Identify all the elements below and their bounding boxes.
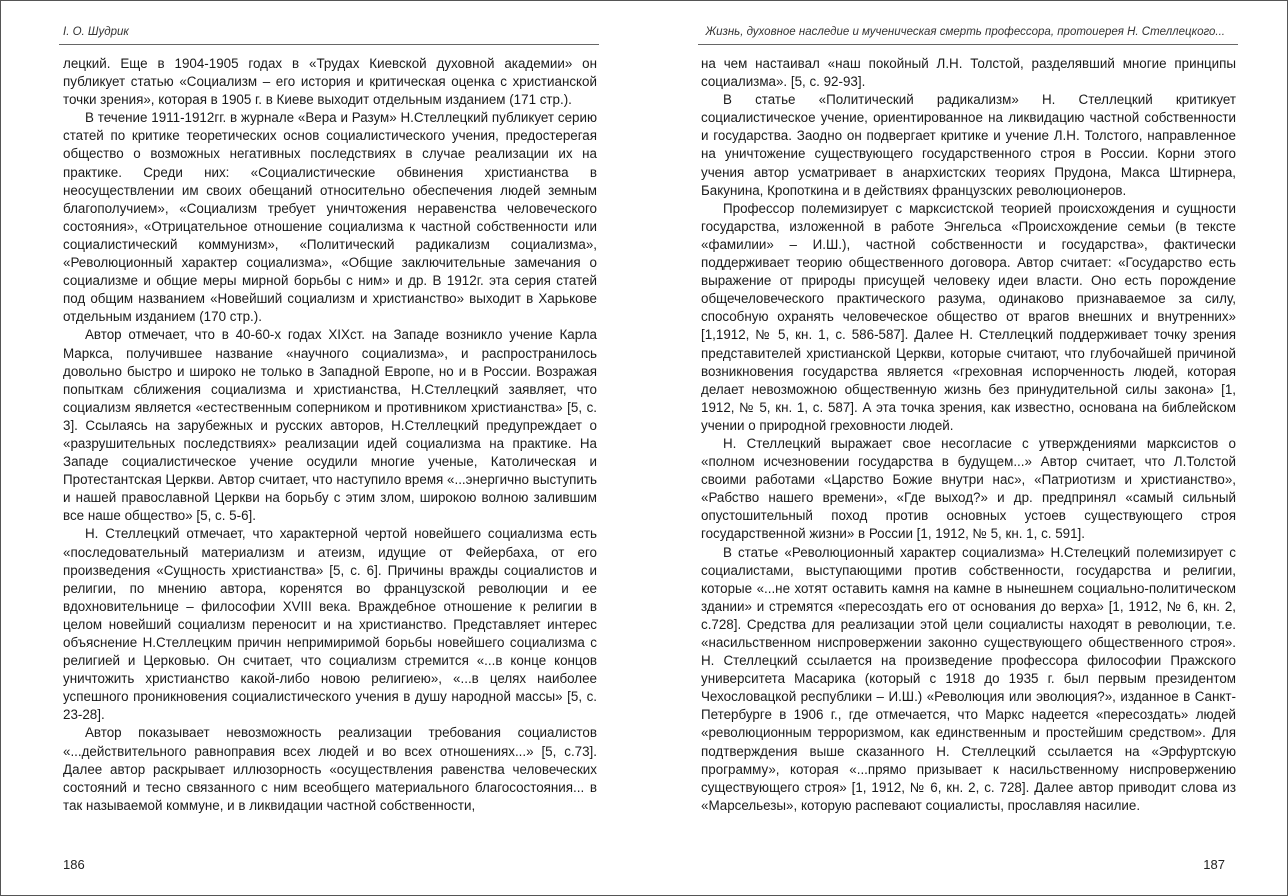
- left-page: [1, 1, 644, 895]
- left-page-body: [63, 55, 597, 815]
- paragraph: Н. Стеллецкий отмечает, что характерной чертой новейшего социализма есть «последовательный материализм и атеизм, идущие от Фейербаха, от его произведения «Сущность христианства» [5, с. 6]. Причины вражды социалистов и религии, по мнению автора, коренятся во французской революции и ее вдохновительнице – философии XVIII века. Враждебное отношение к религии в целом новейший социализм переносит и на христианство. Представляет интерес объяснение Н.Стеллецким причин непримиримой борьбы новейшего социализма с религией и Церковью. Он считает, что социализм стремится «...в конце концов уничтожить христианство какой-либо новою религиею», «...в целях наиболее успешного проникновения социалистического учения в душу народной массы» [5, с. 23-28].: [63, 526, 597, 723]
- page-number-right: 187: [1203, 857, 1225, 872]
- paragraph: В статье «Политический радикализм» Н. Стеллецкий критикует социалистическое учение, ориентированное на ликвидацию частной собственности и государства. Заодно он подвергает критике и учение Л.Н. Толстого, направленное на уничтожение существующего государственного строя в России. Корни этого учения автор усматривает в анархистских теориях Прудона, Макса Штирнера, Бакунина, Кропоткина и в действиях французских революционеров.: [701, 92, 1236, 198]
- running-header-left: I. О. Шудрик: [63, 26, 129, 38]
- paragraph: Н. Стеллецкий выражает свое несогласие с утверждениями марксистов о «полном исчезновении государства в будущем...» Автор считает, что Л.Толстой своими работами «Царство Божие внутри нас», «Патриотизм и христианство», «Рабство нашего времени», «Где выход?» и др. предпринял «самый сильный опустошительный поход против основных устоев существующего строя государственной жизни» в России [1, 1912, № 5, кн. 1, с. 591].: [701, 435, 1236, 542]
- paragraph: Автор отмечает, что в 40-60-х годах XIXст. на Западе возникло учение Карла Маркса, получившее название «научного социализма», и распространилось довольно быстро и широко не только в Западной Европе, но и в России. Возражая попыткам сближения социализма и христианства, Н.Стеллецкий заявляет, что социализм является «естественным соперником и противником христианства» [5, с. 3]. Ссылаясь на зарубежных и русских авторов, Н.Стеллецкий предупреждает о «разрушительных последствиях» реализации идей социализма на практике. На Западе социалистическое учение осудили многие ученые, Католическая и Протестантская Церкви. Автор считает, что наступило время «...энергично выступить и нашей православной Церкви на борьбу с этим злом, широкою волною залившим все наше общество» [5, с. 5-6].: [63, 327, 597, 524]
- paragraph: лецкий. Еще в 1904-1905 годах в «Трудах Киевской духовной академии» он публикует статью «Социализм – его история и критическая оценка с христианской точки зрения», которая в 1905 г. в Киеве выходит отдельным изданием (171 стр.).: [63, 56, 597, 108]
- running-header-right: Жизнь, духовное наследие и мученическая смерть профессора, протоиерея Н. Стеллецкого...: [705, 26, 1225, 38]
- right-page: [644, 1, 1287, 895]
- paragraph: Автор показывает невозможность реализации требования социалистов «...действительного равноправия всех людей и во всех отношениях...» [5, с.73]. Далее автор раскрывает иллюзорность «осуществления равенства человеческих состояний и тесно связанного с ним всеобщего материального благосостояния... в так называемой коммуне, и в ликвидации частной собственности,: [63, 725, 597, 813]
- right-page-body: [701, 55, 1236, 815]
- paragraph: Профессор полемизирует с марксистской теорией происхождения и сущности государства, изложенной в работе Энгельса «Происхождение семьи (в тексте «фамилии» – И.Ш.), частной собственности и государства», фактически поддерживает теорию общественного договора. Автор считает: «Государство есть выражение от природы присущей человеку идеи власти. Оно есть порождение общечеловеческого практического разума, одинаково признаваемое за силу, способную охранять человеческое общество от врагов внешних и внутренних» [1,1912, № 5, кн. 1, с. 586-587]. Далее Н. Стеллецкий поддерживает точку зрения представителей христианской Церкви, которые считают, что глубочайшей причиной возникновения государства является «греховная испорченность людей, которая делает невозможною общественную жизнь без принудительной силы закона» [1, 1912, № 5, кн. 1, с. 587]. А эта точка зрения, как известно, основана на библейском учении о природной греховности людей.: [701, 200, 1236, 433]
- header-rule-left: [59, 44, 599, 45]
- paragraph: В статье «Революционный характер социализма» Н.Стелецкий полемизирует с социалистами, выступающими против собственности, государства и религии, которые «...не хотят оставить камня на камне в нынешнем социально-политическом здании» и стремятся «пересоздать его от основания до верха» [1, 1912, № 6, кн. 2, с.728]. Средства для реализации этой цели социалисты находят в революции, т.е. «насильственном ниспровержении законно существующего общественного строя». Н. Стеллецкий ссылается на произведение профессора философии Пражского университета Масарика (который с 1918 до 1935 г. был первым президентом Чехословацкой республики – И.Ш.) «Революция или эволюция?», изданное в Санкт-Петербурге в 1906 г., где отмечается, что Маркс надеется «пересоздать» людей «революционным терроризмом, как единственным и простейшим средством». Для подтверждения выше сказанного Н. Стеллецкий ссылается на «Эрфуртскую программу», которая «...прямо призывает к насильственному ниспровержению существующего строя» [1, 1912, № 6, кн. 2, с. 728]. Далее автор приводит слова из «Марсельезы», которую распевают социалисты, прославляя насилие.: [701, 544, 1236, 813]
- header-rule-right: [698, 44, 1238, 45]
- paragraph: на чем настаивал «наш покойный Л.Н. Толстой, разделявший многие принципы социализма». [5, с. 92-93].: [701, 56, 1236, 90]
- page-number-left: 186: [63, 857, 85, 872]
- paragraph: В течение 1911-1912гг. в журнале «Вера и Разум» Н.Стеллецкий публикует серию статей по критике теоретических основ социалистического учения, предостерегая общество о возможных негативных последствиях в случае реализации их на практике. Среди них: «Социалистические обвинения христианства в неосуществлении им своих обещаний относительно обеспечения людей земным благополучием», «Социализм требует уничтожения неравенства человеческого состояния», «Отрицательное отношение социализма к частной собственности или социалистический коммунизм», «Политический радикализм социализма», «Революционный характер социализма», «Общие заключительные замечания о социализме и общие меры мирной борьбы с ним» и др. В 1912г. эта серия статей под общим названием «Новейший социализм и христианство» выходит в Харькове отдельным изданием (170 стр.).: [63, 110, 597, 325]
